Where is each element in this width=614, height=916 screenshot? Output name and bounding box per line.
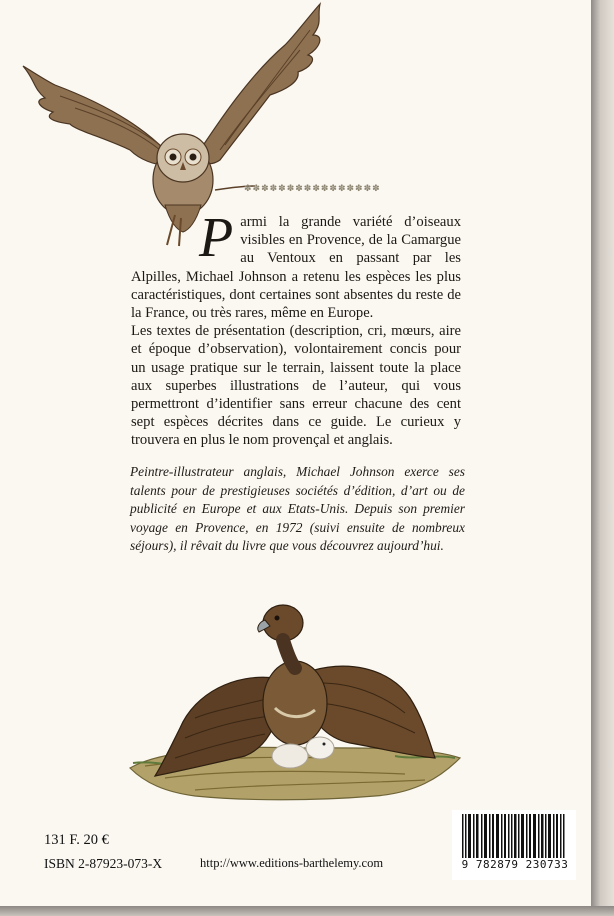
publisher-url: http://www.editions-barthelemy.com bbox=[200, 856, 384, 870]
buzzard-nest-illustration bbox=[125, 598, 465, 808]
price-label: 131 F. 20 € bbox=[44, 832, 109, 848]
description-paragraph-1: armi la grande variété d’oiseaux visibles en Provence, de la Camargue au Ventoux en passant par les Alpilles, Michael Johnson a retenu les espèces les plus caractéristiques, dont certaines sont absentes du reste de la France, ou très rares, même en Europe. bbox=[131, 214, 461, 322]
description-paragraph-2: Les textes de présentation (description, cri, mœurs, aire et époque d’observation), volontairement concis pour un usage pratique sur le terrain, laissent toute la place aux superbes illustrations de l’auteur, qui vous permettront d’identifier sans erreur chacune des cent sept espèces décrites dans ce guide. Le curieux y trouvera en plus le nom provençal et anglais. bbox=[131, 323, 461, 449]
page-edge-shadow bbox=[591, 0, 614, 916]
bottom-edge-shadow bbox=[0, 906, 614, 916]
cover-description bbox=[131, 207, 461, 450]
author-biography: Peintre-illustrateur anglais, Michael Johnson exerce ses talents pour de prestigieuses sociétés d’édition, d’art ou de publicité en Europe et aux Etats-Unis. Depuis son premier voyage en Provence, en 1972 (suivi ensuite de nombreux séjours), il rêvait du livre que vous découvrez aujourd’hui. bbox=[130, 464, 465, 553]
drop-cap-letter: P bbox=[199, 207, 234, 269]
isbn-label: ISBN 2-87923-073-X bbox=[44, 856, 163, 871]
decorative-ornament-row: ✽✽✽✽✽✽✽✽✽✽✽✽✽✽✽✽ bbox=[244, 183, 381, 193]
barcode-number: 9 782879 230733 bbox=[455, 858, 575, 871]
